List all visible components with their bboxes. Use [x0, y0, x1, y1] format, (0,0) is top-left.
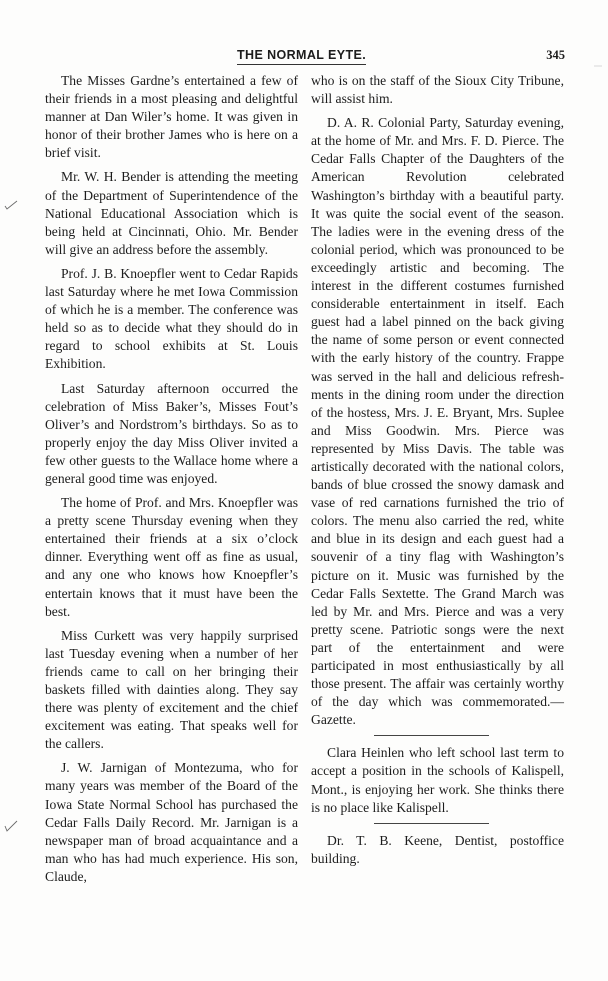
- journal-title: THE NORMAL EYTE.: [237, 48, 366, 65]
- news-item-birthdays: Last Saturday afternoon occurred the celebration of Miss Baker’s, Misses Fout’s Oliver’s and Nordstrom’s birthdays. So as to properly enjoy the day Miss Oliver invited a few other guests to the Wallace home where a general good time was enjoyed.: [45, 380, 298, 486]
- left-column: [45, 72, 298, 892]
- margin-smudge-icon: [594, 55, 602, 59]
- news-item-knoepfler-dinner: The home of Prof. and Mrs. Knoepfler was a pretty scene Thursday evening when they entertained their friends at a six o’clock dinner. Everything went off as fine as usual, and any one who knows how Knoepfler’s entertain knows that it must have been the best.: [45, 495, 298, 619]
- news-item-heinlen: Clara Heinlen who left school last term to accept a position in the schools of Kalispell, Mont., is enjoying her work. She thinks there is no place like Kalispell.: [311, 745, 564, 815]
- news-item-gardner-party: The Misses Gardne’s entertained a few of their friends in a most pleasing and delightful manner at Dan Wiler’s home. It was given in honor of their brother James who is here on a brief visit.: [45, 73, 298, 161]
- running-head: [30, 48, 590, 68]
- page-number: 345: [546, 48, 565, 62]
- section-divider: [374, 823, 489, 824]
- news-item-dar-colonial-party: D. A. R. Colonial Party, Saturday evening, at the home of Mr. and Mrs. F. D. Pierce. The Cedar Falls Chapter of the Daughters of the American Revolution celebrated Washington’s birthday with a beautiful party. It was quite the social event of the season. The ladies were in the evening dress of the colonial period, which was pronounced to be exceedingly artistic and becoming. The interest in the different costumes furnished considerable entertainment in itself. Each guest had a label pinned on the back giving the name of some person or event connected with the early history of the country. Frappe was served in the hall and delicious refreshments in the dining room under the direction of the hostess, Mrs. J. E. Bryant, Mrs. Suplee and Miss Goodwin. Mrs. Pierce was represented by Miss Davis. The table was artistically decorated with the national colors, bands of blue crossed the snowy damask and vase of red carnations furnished the trio of colors. The menu also carried the red, white and blue in its design and each guest had a souvenir of a tiny flag with Washington’s picture on it. Music was furnished by the Cedar Falls Sextette. The Grand March was led by Mr. and Mrs. Pierce and was a very pretty scene. Patriotic songs were the next part of the entertainment and were participated in most enthusiastically by all those present. The affair was certainly worthy of the day which was commemorated.—Gazette.: [311, 115, 564, 728]
- pencil-check-mark-icon: [4, 200, 18, 210]
- section-divider: [374, 735, 489, 736]
- news-item-knoepfler-cedar-rapids: Prof. J. B. Knoepfler went to Cedar Rapids last Saturday where he met Iowa Commission of which he is a member. The conference was held so as to decide what they should do in regard to school exhibits at St. Louis Exhibition.: [45, 265, 298, 372]
- right-column: [311, 72, 564, 874]
- news-item-curkett-surprise: Miss Curkett was very happily surprised last Tuesday evening when a number of her friends came to call on her bringing their baskets filled with dainties along. They say there was plenty of excitement and the chief excitement was eating. That speaks well for the callers.: [45, 627, 298, 752]
- news-item-jarnigan: J. W. Jarnigan of Montezuma, who for many years was member of the Board of the Iowa State Normal School has purchased the Cedar Falls Daily Record. Mr. Jarnigan is a newspaper man of broad acquaintance and a man who has had much experience. His son, Claude,: [45, 760, 298, 884]
- news-item-bender: Mr. W. H. Bender is attending the meeting of the Department of Superintendence of the National Educational Association which is being held at Cincinnati, Ohio. Mr. Bender will give an address before the assembly.: [45, 169, 298, 257]
- news-item-jarnigan-continued: who is on the staff of the Sioux City Tribune, will assist him.: [311, 73, 564, 107]
- advertisement-dentist: Dr. T. B. Keene, Dentist, postoffice building.: [311, 832, 564, 866]
- pencil-check-mark-icon: [4, 820, 18, 830]
